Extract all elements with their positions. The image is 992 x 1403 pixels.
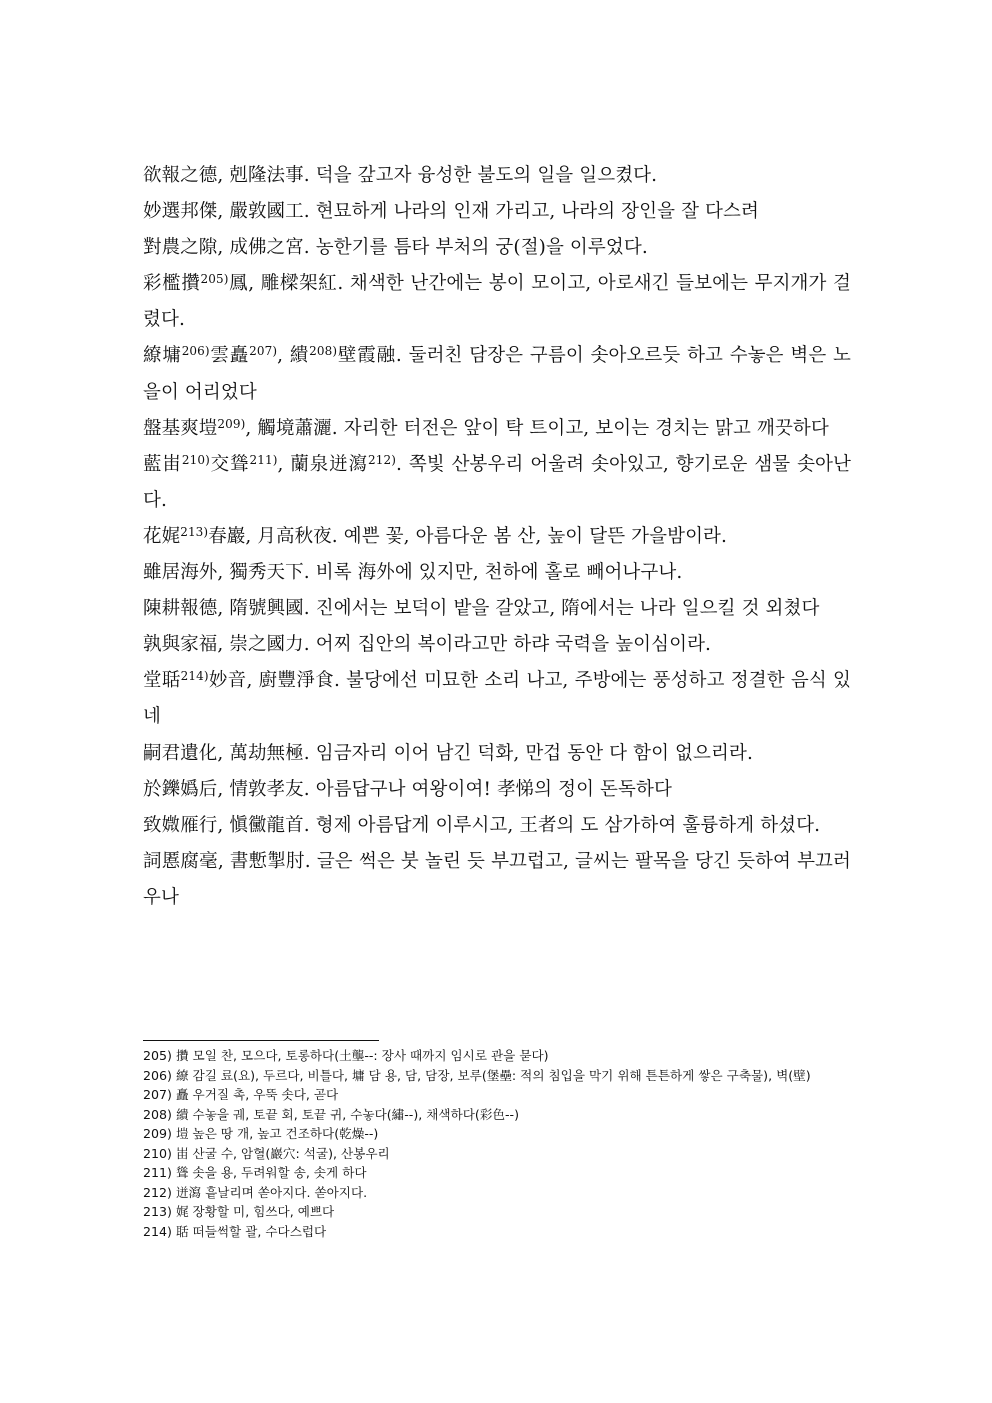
verse-line	[143, 158, 851, 194]
verse-text: 陳耕報德, 隋號興國. 진에서는 보덕이 밭을 갈았고, 隋에서는 나라 일으킬 것 외쳤다	[143, 598, 820, 620]
footnote: 205) 攢 모일 찬, 모으다, 토롱하다(土壟--: 장사 때까지 임시로 관을 묻다)	[143, 1048, 549, 1063]
verse-text: 對農之隙, 成佛之宮. 농한기를 틈타 부처의 궁(절)을 이루었다.	[143, 237, 648, 259]
footnotes	[143, 1046, 855, 1241]
verse-line	[143, 338, 851, 410]
footnote-ref[interactable]: 207)	[249, 344, 278, 359]
verse-line	[143, 411, 851, 447]
verse-text: 鳳, 雕樑架紅. 채색한 난간에는 봉이 모이고, 아로새긴 들보에는 무지개가 걸렸다.	[143, 273, 851, 331]
verse-text: 花娓	[143, 525, 181, 547]
verse-text: 堂聒	[143, 670, 181, 692]
verse-line	[143, 519, 851, 555]
verse-line	[143, 194, 851, 230]
verse-text: 彩檻攢	[143, 273, 201, 295]
footnote: 207) 矗 우거질 촉, 우뚝 솟다, 곧다	[143, 1087, 339, 1102]
footnote: 208) 繢 수놓을 궤, 토끝 회, 토끝 귀, 수놓다(繡--), 채색하다(彩色--)	[143, 1106, 520, 1122]
footnote: 211) 聳 솟을 용, 두려워할 송, 솟게 하다	[143, 1165, 367, 1180]
verse-line	[143, 447, 851, 519]
verse-text: 妙音, 廚豐淨食. 불당에선 미묘한 소리 나고, 주방에는 풍성하고 정결한 음식 있네	[143, 670, 851, 728]
verse-text: 致媺雁行, 愼黴龍首. 형제 아름답게 이루시고, 王者의 도 삼가하여 훌륭하게 하셨다.	[143, 814, 821, 836]
verse-text: , 觸境蕭灑. 자리한 터전은 앞이 탁 트이고, 보이는 경치는 맑고 깨끗하다	[245, 417, 829, 439]
verse-text: 藍峀	[143, 453, 182, 475]
footnote-ref[interactable]: 212)	[368, 452, 397, 467]
verse-line	[143, 591, 851, 627]
footnote-ref[interactable]: 206)	[181, 344, 210, 359]
footnote-ref[interactable]: 214)	[180, 669, 209, 684]
verse-line	[143, 808, 851, 844]
verse-text: , 繢	[277, 345, 310, 367]
footnote: 212) 迸瀉 흩날리며 쏟아지다. 쏟아지다.	[143, 1184, 368, 1200]
footnote: 214) 聒 떠들썩할 괄, 수다스럽다	[143, 1223, 327, 1239]
verse-line	[143, 772, 851, 808]
verse-text: . 쪽빛 산봉우리 어울려 솟아있고, 향기로운 샘물 솟아난다.	[143, 453, 851, 511]
footnote: 206) 繚 감길 료(요), 두르다, 비틀다, 墉 담 용, 담, 담장, 보루(堡壘: 적의 침입을 막기 위해 튼튼하게 쌓은 구축물), 벽(壁)	[143, 1067, 811, 1083]
verse-text: 繚墉	[143, 345, 182, 367]
verse-line	[143, 627, 851, 663]
verse-text: 孰與家福, 崇之國力. 어찌 집안의 복이라고만 하랴 국력을 높이심이라.	[143, 634, 712, 656]
footnote: 210) 峀 산굴 수, 암혈(巖穴: 석굴), 산봉우리	[143, 1145, 390, 1161]
verse-text: 於鑠嬀后, 情敦孝友. 아름답구나 여왕이여! 孝悌의 정이 돈독하다	[143, 778, 672, 800]
verse-text: 春巖, 月高秋夜. 예쁜 꽃, 아름다운 봄 산, 높이 달뜬 가을밤이라.	[208, 525, 728, 547]
footnote-separator	[143, 1040, 379, 1041]
verse-text: 詞慝腐毫, 書慙掣肘. 글은 썩은 붓 놀린 듯 부끄럽고, 글씨는 팔목을 당긴 듯하여 부끄러우나	[143, 850, 851, 908]
footnote: 209) 塏 높은 땅 개, 높고 건조하다(乾燥--)	[143, 1126, 379, 1141]
footnote-ref[interactable]: 209)	[217, 416, 246, 431]
verse-line	[143, 663, 851, 735]
footnote-ref[interactable]: 211)	[249, 452, 278, 467]
footnote-ref[interactable]: 205)	[200, 272, 229, 287]
verse-text: 妙選邦傑, 嚴敦國工. 현묘하게 나라의 인재 가리고, 나라의 장인을 잘 다스려	[143, 201, 759, 223]
verse-text: 交聳	[209, 453, 250, 475]
verse-text: , 蘭泉迸瀉	[277, 453, 369, 475]
body-text	[143, 158, 851, 916]
verse-line	[143, 736, 851, 772]
verse-text: 欲報之德, 剋隆法事. 덕을 갚고자 융성한 불도의 일을 일으켰다.	[143, 165, 658, 186]
verse-line	[143, 555, 851, 591]
verse-text: 雲矗	[209, 345, 250, 367]
verse-text: 盤基爽塏	[143, 417, 218, 439]
verse-text: 嗣君遺化, 萬劫無極. 임금자리 이어 남긴 덕화, 만겁 동안 다 함이 없으리라.	[143, 742, 753, 764]
verse-line	[143, 266, 851, 338]
footnote-ref[interactable]: 210)	[181, 452, 210, 467]
verse-text: 雖居海外, 獨秀天下. 비록 海外에 있지만, 천하에 홀로 빼어나구나.	[143, 562, 683, 584]
footnote-ref[interactable]: 208)	[309, 344, 338, 359]
verse-text: 壁霞融. 둘러친 담장은 구름이 솟아오르듯 하고 수놓은 벽은 노을이 어리었다	[143, 345, 852, 403]
footnote: 213) 娓 장황할 미, 힘쓰다, 예쁘다	[143, 1204, 335, 1219]
footnote-ref[interactable]: 213)	[180, 524, 209, 539]
verse-line	[143, 844, 851, 916]
verse-line	[143, 230, 851, 266]
